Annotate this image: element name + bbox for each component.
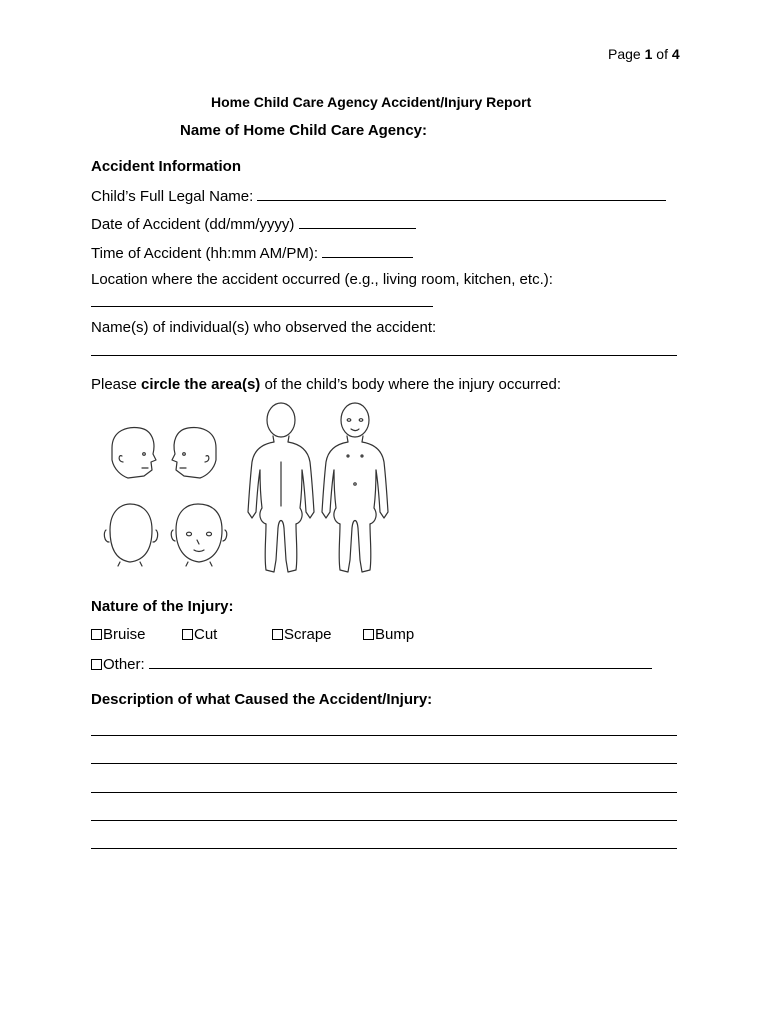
body-map-bold: circle the area(s) <box>141 376 261 393</box>
child-name-label: Child’s Full Legal Name: <box>91 188 254 205</box>
agency-name-label: Name of Home Child Care Agency: <box>180 122 427 139</box>
body-map-instruction <box>91 376 561 394</box>
cut-checkbox-box[interactable] <box>182 629 193 640</box>
time-label: Time of Accident (hh:mm AM/PM): <box>91 245 318 262</box>
accident-info-heading: Accident Information <box>91 158 242 175</box>
description-line-5[interactable] <box>91 848 677 849</box>
description-line-1[interactable] <box>91 735 677 736</box>
head-front[interactable] <box>171 504 226 566</box>
bump-checkbox-box[interactable] <box>363 629 374 640</box>
bump-label: Bump <box>375 626 415 643</box>
description-line-4[interactable] <box>91 820 677 821</box>
time-row <box>91 243 413 263</box>
page-of: of <box>656 46 668 62</box>
location-label: Location where the accident occurred (e.g., living room, kitchen, etc.): <box>91 271 553 288</box>
page-prefix: Page <box>608 46 641 62</box>
date-field[interactable] <box>299 214 416 229</box>
body-map-post: of the child’s body where the injury occurred: <box>264 376 562 393</box>
page-total: 4 <box>671 46 680 62</box>
other-label: Other: <box>103 656 145 673</box>
date-label: Date of Accident (dd/mm/yyyy) <box>91 216 295 233</box>
page-number <box>608 46 680 63</box>
description-line-3[interactable] <box>91 792 677 793</box>
bruise-checkbox-box[interactable] <box>91 629 102 640</box>
head-right-profile[interactable] <box>172 428 216 478</box>
child-name-row <box>91 186 666 206</box>
location-field[interactable] <box>91 306 433 307</box>
head-left-profile[interactable] <box>112 428 156 478</box>
child-name-field[interactable] <box>257 186 666 201</box>
cut-checkbox[interactable] <box>182 626 217 644</box>
body-diagrams[interactable] <box>244 400 394 576</box>
scrape-label: Scrape <box>284 626 332 643</box>
description-heading: Description of what Caused the Accident/Injury: <box>91 691 433 708</box>
observers-label: Name(s) of individual(s) who observed the accident: <box>91 319 437 336</box>
other-checkbox-box[interactable] <box>91 659 102 670</box>
head-back[interactable] <box>104 504 157 566</box>
body-map-pre: Please <box>91 376 137 393</box>
observers-field[interactable] <box>91 355 677 356</box>
description-line-2[interactable] <box>91 763 677 764</box>
injury-heading: Nature of the Injury: <box>91 598 234 615</box>
report-title: Home Child Care Agency Accident/Injury Report <box>211 94 532 110</box>
page-current: 1 <box>644 46 653 62</box>
bruise-label: Bruise <box>103 626 146 643</box>
scrape-checkbox[interactable] <box>272 626 332 644</box>
cut-label: Cut <box>194 626 218 643</box>
scrape-checkbox-box[interactable] <box>272 629 283 640</box>
time-field[interactable] <box>322 243 413 258</box>
bruise-checkbox[interactable] <box>91 626 146 644</box>
bump-checkbox[interactable] <box>363 626 414 644</box>
body-front-view[interactable] <box>322 403 388 572</box>
other-row <box>91 654 652 674</box>
other-field[interactable] <box>149 654 652 669</box>
date-row <box>91 214 416 234</box>
head-diagrams[interactable] <box>100 420 230 600</box>
body-back-view[interactable] <box>248 403 314 572</box>
